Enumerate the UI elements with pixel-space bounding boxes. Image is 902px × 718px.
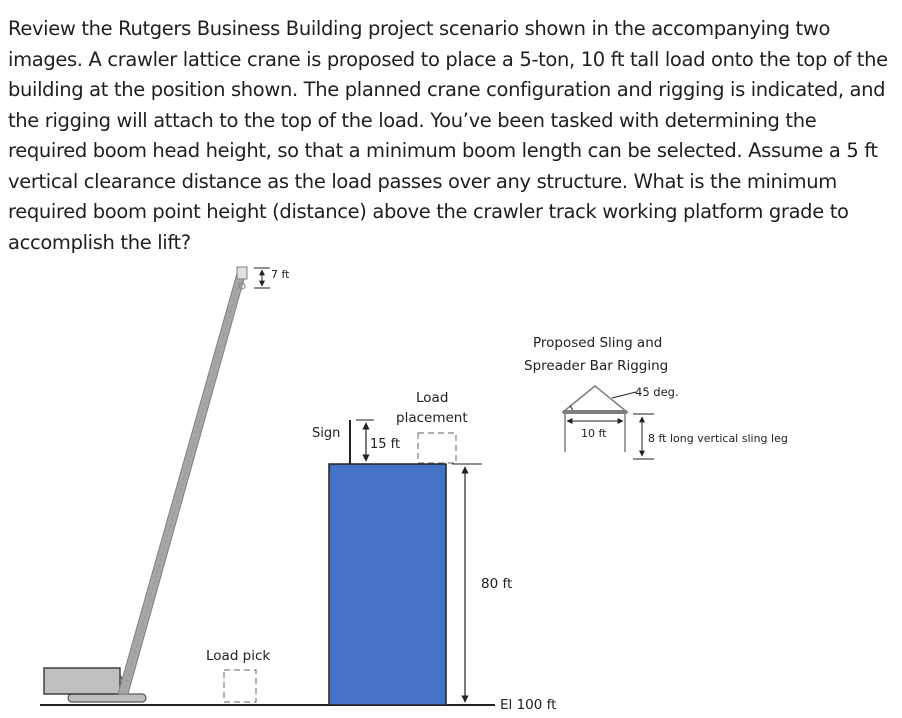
elevation-label: El 100 ft (500, 697, 557, 713)
load-pick-label: Load pick (206, 648, 271, 664)
load-placement-label-line2: placement (396, 410, 468, 426)
sign-dim-label: 15 ft (370, 437, 401, 452)
load-placement-outline (418, 433, 456, 463)
building (329, 464, 446, 705)
rigging-angle-label: 45 deg. (635, 385, 679, 399)
crane-counterweight (44, 668, 120, 694)
sign-label: Sign (312, 426, 341, 441)
question-text: Review the Rutgers Business Building project scenario shown in the accompanying two images. A crawler lattice crane is proposed to place a 5-ton, 10 ft tall load onto the top of the building at the position shown. The planned crane configuration and rigging is indicated, and the rigging will attach to the top of the load. You’ve been tasked with determining the required boom head height, so that a minimum boom length can be selected. Assume a 5 ft vertical clearance distance as the load passes over any structure. What is the minimum required boom point height (distance) above the crawler track working platform grade to accomplish the lift? (8, 17, 888, 254)
boom-tip-block (237, 267, 247, 279)
crawler-track (68, 694, 146, 702)
crane-boom (118, 270, 246, 694)
load-placement-label-line1: Load (416, 390, 449, 406)
load-pick-outline (224, 670, 256, 702)
rigging-title-line2: Spreader Bar Rigging (524, 358, 669, 374)
building-height-label: 80 ft (481, 576, 513, 592)
rigging-sling-triangle (563, 386, 627, 412)
sling-leg-label: 8 ft long vertical sling leg (648, 432, 788, 445)
rigging-title-line1: Proposed Sling and (533, 335, 663, 351)
hook-dim-label: 7 ft (271, 268, 290, 281)
spreader-bar (563, 410, 627, 414)
rigging-angle-leader (612, 392, 636, 398)
spreader-width-label: 10 ft (581, 427, 607, 440)
